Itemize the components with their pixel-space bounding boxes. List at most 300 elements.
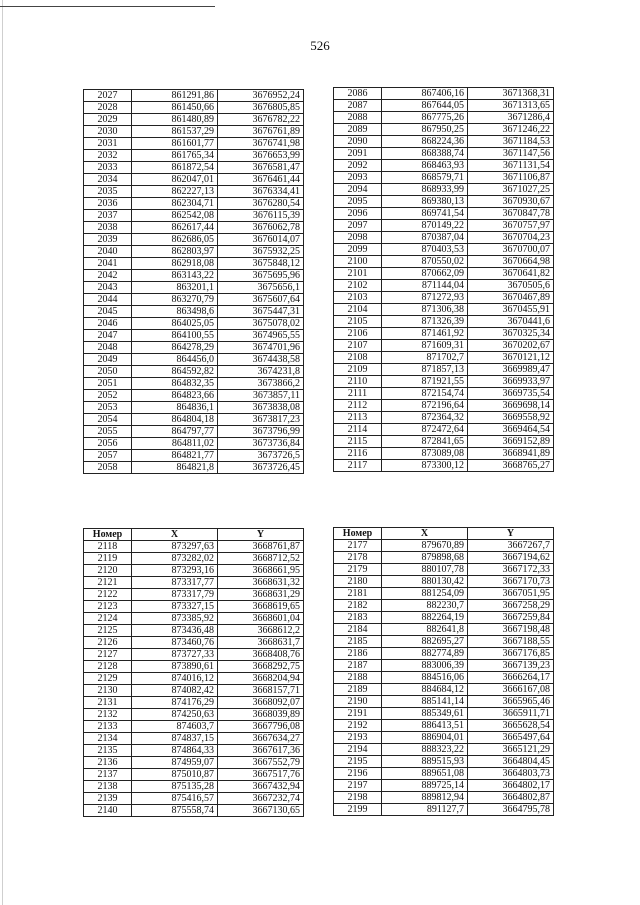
y-coordinate-cell: 3670441,6 <box>468 316 554 328</box>
x-coordinate-cell: 889651,08 <box>382 768 468 780</box>
y-coordinate-cell: 3669989,47 <box>468 364 554 376</box>
y-coordinate-cell: 3665121,29 <box>468 744 554 756</box>
point-number-cell: 2095 <box>334 196 382 208</box>
point-number-cell: 2190 <box>334 696 382 708</box>
table-row <box>334 88 554 100</box>
x-coordinate-cell: 873282,02 <box>132 553 218 565</box>
point-number-cell: 2052 <box>84 390 132 402</box>
point-number-cell: 2030 <box>84 126 132 138</box>
y-coordinate-cell: 3676062,78 <box>218 222 304 234</box>
table-row <box>84 138 304 150</box>
y-coordinate-cell: 3667432,94 <box>218 781 304 793</box>
x-coordinate-cell: 869741,54 <box>382 208 468 220</box>
point-number-cell: 2106 <box>334 328 382 340</box>
x-coordinate-cell: 873436,48 <box>132 625 218 637</box>
page-number: 526 <box>310 38 330 53</box>
y-coordinate-cell: 3675848,12 <box>218 258 304 270</box>
y-coordinate-cell: 3676280,54 <box>218 198 304 210</box>
table-row <box>334 232 554 244</box>
table-row <box>84 378 304 390</box>
table-row <box>334 564 554 576</box>
point-number-cell: 2138 <box>84 781 132 793</box>
x-coordinate-cell: 864278,29 <box>132 342 218 354</box>
y-coordinate-cell: 3670202,67 <box>468 340 554 352</box>
table-row <box>84 162 304 174</box>
table-row <box>334 328 554 340</box>
x-coordinate-cell: 885349,61 <box>382 708 468 720</box>
table-row <box>334 612 554 624</box>
x-coordinate-cell: 861450,66 <box>132 102 218 114</box>
y-coordinate-cell: 3670700,07 <box>468 244 554 256</box>
x-coordinate-cell: 882230,7 <box>382 600 468 612</box>
x-coordinate-cell: 880107,78 <box>382 564 468 576</box>
x-coordinate-cell: 868388,74 <box>382 148 468 160</box>
y-coordinate-cell: 3667258,29 <box>468 600 554 612</box>
table-row <box>334 732 554 744</box>
x-coordinate-cell: 874603,7 <box>132 721 218 733</box>
y-coordinate-cell: 3675695,96 <box>218 270 304 282</box>
y-coordinate-cell: 3668157,71 <box>218 685 304 697</box>
table-row <box>334 756 554 768</box>
table-row <box>334 696 554 708</box>
point-number-cell: 2115 <box>334 436 382 448</box>
point-number-cell: 2131 <box>84 697 132 709</box>
y-coordinate-cell: 3668631,32 <box>218 577 304 589</box>
y-coordinate-cell: 3668039,89 <box>218 709 304 721</box>
table-row <box>334 148 554 160</box>
table-row <box>334 376 554 388</box>
point-number-cell: 2198 <box>334 792 382 804</box>
point-number-cell: 2124 <box>84 613 132 625</box>
point-number-cell: 2128 <box>84 661 132 673</box>
point-number-cell: 2177 <box>334 540 382 552</box>
table-row <box>334 588 554 600</box>
y-coordinate-cell: 3671106,87 <box>468 172 554 184</box>
point-number-cell: 2110 <box>334 376 382 388</box>
y-coordinate-cell: 3676653,99 <box>218 150 304 162</box>
x-coordinate-cell: 862227,13 <box>132 186 218 198</box>
y-coordinate-cell: 3665911,71 <box>468 708 554 720</box>
x-coordinate-cell: 863143,22 <box>132 270 218 282</box>
table-row <box>334 424 554 436</box>
y-coordinate-cell: 3673857,11 <box>218 390 304 402</box>
point-number-cell: 2038 <box>84 222 132 234</box>
point-number-cell: 2180 <box>334 576 382 588</box>
point-number-cell: 2101 <box>334 268 382 280</box>
point-number-cell: 2055 <box>84 426 132 438</box>
y-coordinate-cell: 3668292,75 <box>218 661 304 673</box>
table-row <box>334 448 554 460</box>
table-row <box>84 234 304 246</box>
point-number-cell: 2028 <box>84 102 132 114</box>
table-row <box>334 280 554 292</box>
point-number-cell: 2036 <box>84 198 132 210</box>
x-coordinate-cell: 869380,13 <box>382 196 468 208</box>
table-row <box>334 172 554 184</box>
point-number-cell: 2096 <box>334 208 382 220</box>
table-row <box>84 637 304 649</box>
point-number-cell: 2104 <box>334 304 382 316</box>
y-coordinate-cell: 3667796,08 <box>218 721 304 733</box>
x-coordinate-cell: 861765,34 <box>132 150 218 162</box>
x-coordinate-cell: 873890,61 <box>132 661 218 673</box>
table-row <box>334 160 554 172</box>
table-row <box>334 100 554 112</box>
y-coordinate-cell: 3676461,44 <box>218 174 304 186</box>
table-row <box>334 744 554 756</box>
table-row <box>84 246 304 258</box>
table-row <box>84 198 304 210</box>
coordinates-table-4 <box>333 527 554 816</box>
table-row <box>334 244 554 256</box>
y-coordinate-cell: 3671313,65 <box>468 100 554 112</box>
x-coordinate-cell: 873327,15 <box>132 601 218 613</box>
table-row <box>334 720 554 732</box>
x-coordinate-cell: 875135,28 <box>132 781 218 793</box>
point-number-cell: 2103 <box>334 292 382 304</box>
x-coordinate-cell: 879670,89 <box>382 540 468 552</box>
point-number-cell: 2050 <box>84 366 132 378</box>
point-number-cell: 2041 <box>84 258 132 270</box>
point-number-cell: 2189 <box>334 684 382 696</box>
x-coordinate-cell: 889725,14 <box>382 780 468 792</box>
y-coordinate-cell: 3676014,07 <box>218 234 304 246</box>
y-coordinate-cell: 3676115,39 <box>218 210 304 222</box>
point-number-cell: 2097 <box>334 220 382 232</box>
table-row <box>334 364 554 376</box>
x-coordinate-cell: 885141,14 <box>382 696 468 708</box>
y-coordinate-cell: 3668631,7 <box>218 637 304 649</box>
point-number-cell: 2118 <box>84 541 132 553</box>
table-row <box>84 709 304 721</box>
column-header: X <box>382 528 468 540</box>
y-coordinate-cell: 3669698,14 <box>468 400 554 412</box>
x-coordinate-cell: 871306,38 <box>382 304 468 316</box>
table-row <box>84 589 304 601</box>
point-number-cell: 2092 <box>334 160 382 172</box>
table-row <box>334 600 554 612</box>
x-coordinate-cell: 874250,63 <box>132 709 218 721</box>
point-number-cell: 2135 <box>84 745 132 757</box>
x-coordinate-cell: 874016,12 <box>132 673 218 685</box>
y-coordinate-cell: 3673726,45 <box>218 462 304 474</box>
table-row <box>84 330 304 342</box>
table-row <box>84 745 304 757</box>
x-coordinate-cell: 873297,63 <box>132 541 218 553</box>
table-row <box>84 649 304 661</box>
point-number-cell: 2098 <box>334 232 382 244</box>
x-coordinate-cell: 870403,53 <box>382 244 468 256</box>
point-number-cell: 2034 <box>84 174 132 186</box>
point-number-cell: 2187 <box>334 660 382 672</box>
point-number-cell: 2136 <box>84 757 132 769</box>
point-number-cell: 2194 <box>334 744 382 756</box>
column-header: Y <box>218 529 304 541</box>
y-coordinate-cell: 3670455,91 <box>468 304 554 316</box>
y-coordinate-cell: 3667188,55 <box>468 636 554 648</box>
table-row <box>334 340 554 352</box>
y-coordinate-cell: 3664804,45 <box>468 756 554 768</box>
x-coordinate-cell: 864821,77 <box>132 450 218 462</box>
x-coordinate-cell: 872364,32 <box>382 412 468 424</box>
y-coordinate-cell: 3670121,12 <box>468 352 554 364</box>
point-number-cell: 2192 <box>334 720 382 732</box>
point-number-cell: 2193 <box>334 732 382 744</box>
y-coordinate-cell: 3666167,08 <box>468 684 554 696</box>
x-coordinate-cell: 873317,79 <box>132 589 218 601</box>
point-number-cell: 2053 <box>84 402 132 414</box>
table-row <box>84 354 304 366</box>
coordinates-table-1 <box>83 89 304 474</box>
y-coordinate-cell: 3667232,74 <box>218 793 304 805</box>
table-row <box>334 412 554 424</box>
x-coordinate-cell: 886904,01 <box>382 732 468 744</box>
y-coordinate-cell: 3674965,55 <box>218 330 304 342</box>
y-coordinate-cell: 3674438,58 <box>218 354 304 366</box>
table-row <box>84 673 304 685</box>
x-coordinate-cell: 867950,25 <box>382 124 468 136</box>
table-row <box>334 136 554 148</box>
coordinates-table-2 <box>333 87 554 472</box>
y-coordinate-cell: 3664802,87 <box>468 792 554 804</box>
x-coordinate-cell: 873293,16 <box>132 565 218 577</box>
y-coordinate-cell: 3669464,54 <box>468 424 554 436</box>
point-number-cell: 2054 <box>84 414 132 426</box>
y-coordinate-cell: 3669933,97 <box>468 376 554 388</box>
point-number-cell: 2186 <box>334 648 382 660</box>
x-coordinate-cell: 888323,22 <box>382 744 468 756</box>
y-coordinate-cell: 3664803,73 <box>468 768 554 780</box>
x-coordinate-cell: 872196,64 <box>382 400 468 412</box>
table-row <box>84 126 304 138</box>
point-number-cell: 2051 <box>84 378 132 390</box>
table-row <box>334 660 554 672</box>
x-coordinate-cell: 882641,8 <box>382 624 468 636</box>
x-coordinate-cell: 863270,79 <box>132 294 218 306</box>
table-row <box>334 256 554 268</box>
table-row <box>84 613 304 625</box>
x-coordinate-cell: 873385,92 <box>132 613 218 625</box>
point-number-cell: 2179 <box>334 564 382 576</box>
y-coordinate-cell: 3673726,5 <box>218 450 304 462</box>
x-coordinate-cell: 861291,86 <box>132 90 218 102</box>
y-coordinate-cell: 3670930,67 <box>468 196 554 208</box>
y-coordinate-cell: 3667259,84 <box>468 612 554 624</box>
x-coordinate-cell: 873727,33 <box>132 649 218 661</box>
x-coordinate-cell: 870149,22 <box>382 220 468 232</box>
x-coordinate-cell: 889515,93 <box>382 756 468 768</box>
x-coordinate-cell: 875416,57 <box>132 793 218 805</box>
y-coordinate-cell: 3669558,92 <box>468 412 554 424</box>
x-coordinate-cell: 872154,74 <box>382 388 468 400</box>
x-coordinate-cell: 891127,7 <box>382 804 468 816</box>
x-coordinate-cell: 871144,04 <box>382 280 468 292</box>
x-coordinate-cell: 879898,68 <box>382 552 468 564</box>
point-number-cell: 2029 <box>84 114 132 126</box>
point-number-cell: 2057 <box>84 450 132 462</box>
x-coordinate-cell: 881254,09 <box>382 588 468 600</box>
point-number-cell: 2197 <box>334 780 382 792</box>
table-row <box>84 625 304 637</box>
table-row <box>84 318 304 330</box>
table-row <box>334 196 554 208</box>
y-coordinate-cell: 3674231,8 <box>218 366 304 378</box>
y-coordinate-cell: 3673817,23 <box>218 414 304 426</box>
x-coordinate-cell: 862304,71 <box>132 198 218 210</box>
table-row <box>334 304 554 316</box>
point-number-cell: 2122 <box>84 589 132 601</box>
point-number-cell: 2099 <box>334 244 382 256</box>
point-number-cell: 2031 <box>84 138 132 150</box>
y-coordinate-cell: 3676334,41 <box>218 186 304 198</box>
point-number-cell: 2196 <box>334 768 382 780</box>
x-coordinate-cell: 864592,82 <box>132 366 218 378</box>
point-number-cell: 2046 <box>84 318 132 330</box>
point-number-cell: 2087 <box>334 100 382 112</box>
point-number-cell: 2116 <box>334 448 382 460</box>
y-coordinate-cell: 3667617,36 <box>218 745 304 757</box>
table-row <box>84 174 304 186</box>
table-row <box>84 342 304 354</box>
y-coordinate-cell: 3665628,54 <box>468 720 554 732</box>
point-number-cell: 2119 <box>84 553 132 565</box>
point-number-cell: 2039 <box>84 234 132 246</box>
table-row <box>84 697 304 709</box>
x-coordinate-cell: 864804,18 <box>132 414 218 426</box>
x-coordinate-cell: 864797,77 <box>132 426 218 438</box>
y-coordinate-cell: 3668092,07 <box>218 697 304 709</box>
x-coordinate-cell: 882774,89 <box>382 648 468 660</box>
x-coordinate-cell: 861872,54 <box>132 162 218 174</box>
table-row <box>84 781 304 793</box>
point-number-cell: 2182 <box>334 600 382 612</box>
y-coordinate-cell: 3670325,34 <box>468 328 554 340</box>
y-coordinate-cell: 3676805,85 <box>218 102 304 114</box>
table-row <box>84 577 304 589</box>
point-number-cell: 2134 <box>84 733 132 745</box>
table-row <box>84 757 304 769</box>
point-number-cell: 2086 <box>334 88 382 100</box>
x-coordinate-cell: 868463,93 <box>382 160 468 172</box>
table-row <box>84 733 304 745</box>
point-number-cell: 2113 <box>334 412 382 424</box>
x-coordinate-cell: 862047,01 <box>132 174 218 186</box>
y-coordinate-cell: 3666264,17 <box>468 672 554 684</box>
y-coordinate-cell: 3673736,84 <box>218 438 304 450</box>
table-header-row <box>334 528 554 540</box>
table-row <box>84 541 304 553</box>
y-coordinate-cell: 3667267,7 <box>468 540 554 552</box>
y-coordinate-cell: 3667552,79 <box>218 757 304 769</box>
x-coordinate-cell: 872472,64 <box>382 424 468 436</box>
table-row <box>84 186 304 198</box>
point-number-cell: 2048 <box>84 342 132 354</box>
point-number-cell: 2094 <box>334 184 382 196</box>
y-coordinate-cell: 3667194,62 <box>468 552 554 564</box>
point-number-cell: 2133 <box>84 721 132 733</box>
table-row <box>84 210 304 222</box>
point-number-cell: 2037 <box>84 210 132 222</box>
point-number-cell: 2107 <box>334 340 382 352</box>
table-row <box>84 294 304 306</box>
y-coordinate-cell: 3667051,95 <box>468 588 554 600</box>
point-number-cell: 2112 <box>334 400 382 412</box>
x-coordinate-cell: 863498,6 <box>132 306 218 318</box>
point-number-cell: 2140 <box>84 805 132 817</box>
table-row <box>334 400 554 412</box>
table-row <box>334 316 554 328</box>
x-coordinate-cell: 862803,97 <box>132 246 218 258</box>
coordinates-table-3 <box>83 528 304 817</box>
y-coordinate-cell: 3667170,73 <box>468 576 554 588</box>
y-coordinate-cell: 3668712,52 <box>218 553 304 565</box>
y-coordinate-cell: 3665497,64 <box>468 732 554 744</box>
table-row <box>334 124 554 136</box>
point-number-cell: 2109 <box>334 364 382 376</box>
y-coordinate-cell: 3669152,89 <box>468 436 554 448</box>
table-row <box>84 565 304 577</box>
y-coordinate-cell: 3668204,94 <box>218 673 304 685</box>
x-coordinate-cell: 864025,05 <box>132 318 218 330</box>
x-coordinate-cell: 862686,05 <box>132 234 218 246</box>
x-coordinate-cell: 882695,27 <box>382 636 468 648</box>
table-row <box>334 292 554 304</box>
y-coordinate-cell: 3667634,27 <box>218 733 304 745</box>
x-coordinate-cell: 864832,35 <box>132 378 218 390</box>
point-number-cell: 2056 <box>84 438 132 450</box>
x-coordinate-cell: 875010,87 <box>132 769 218 781</box>
x-coordinate-cell: 861480,89 <box>132 114 218 126</box>
x-coordinate-cell: 861601,77 <box>132 138 218 150</box>
y-coordinate-cell: 3664802,17 <box>468 780 554 792</box>
x-coordinate-cell: 863201,1 <box>132 282 218 294</box>
y-coordinate-cell: 3668408,76 <box>218 649 304 661</box>
y-coordinate-cell: 3673866,2 <box>218 378 304 390</box>
point-number-cell: 2183 <box>334 612 382 624</box>
x-coordinate-cell: 884684,12 <box>382 684 468 696</box>
x-coordinate-cell: 864811,02 <box>132 438 218 450</box>
point-number-cell: 2114 <box>334 424 382 436</box>
y-coordinate-cell: 3676581,47 <box>218 162 304 174</box>
point-number-cell: 2027 <box>84 90 132 102</box>
y-coordinate-cell: 3671368,31 <box>468 88 554 100</box>
table-row <box>334 684 554 696</box>
x-coordinate-cell: 884516,06 <box>382 672 468 684</box>
table-row <box>334 708 554 720</box>
x-coordinate-cell: 874176,29 <box>132 697 218 709</box>
column-header: Номер <box>334 528 382 540</box>
table-row <box>334 552 554 564</box>
y-coordinate-cell: 3671246,22 <box>468 124 554 136</box>
y-coordinate-cell: 3668761,87 <box>218 541 304 553</box>
table-row <box>334 268 554 280</box>
point-number-cell: 2047 <box>84 330 132 342</box>
x-coordinate-cell: 867406,16 <box>382 88 468 100</box>
y-coordinate-cell: 3668612,2 <box>218 625 304 637</box>
point-number-cell: 2195 <box>334 756 382 768</box>
point-number-cell: 2117 <box>334 460 382 472</box>
table-row <box>84 426 304 438</box>
table-row <box>84 685 304 697</box>
point-number-cell: 2043 <box>84 282 132 294</box>
table-row <box>334 624 554 636</box>
point-number-cell: 2049 <box>84 354 132 366</box>
table-row <box>334 780 554 792</box>
table-row <box>334 648 554 660</box>
y-coordinate-cell: 3671147,56 <box>468 148 554 160</box>
table-row <box>84 793 304 805</box>
table-row <box>84 414 304 426</box>
